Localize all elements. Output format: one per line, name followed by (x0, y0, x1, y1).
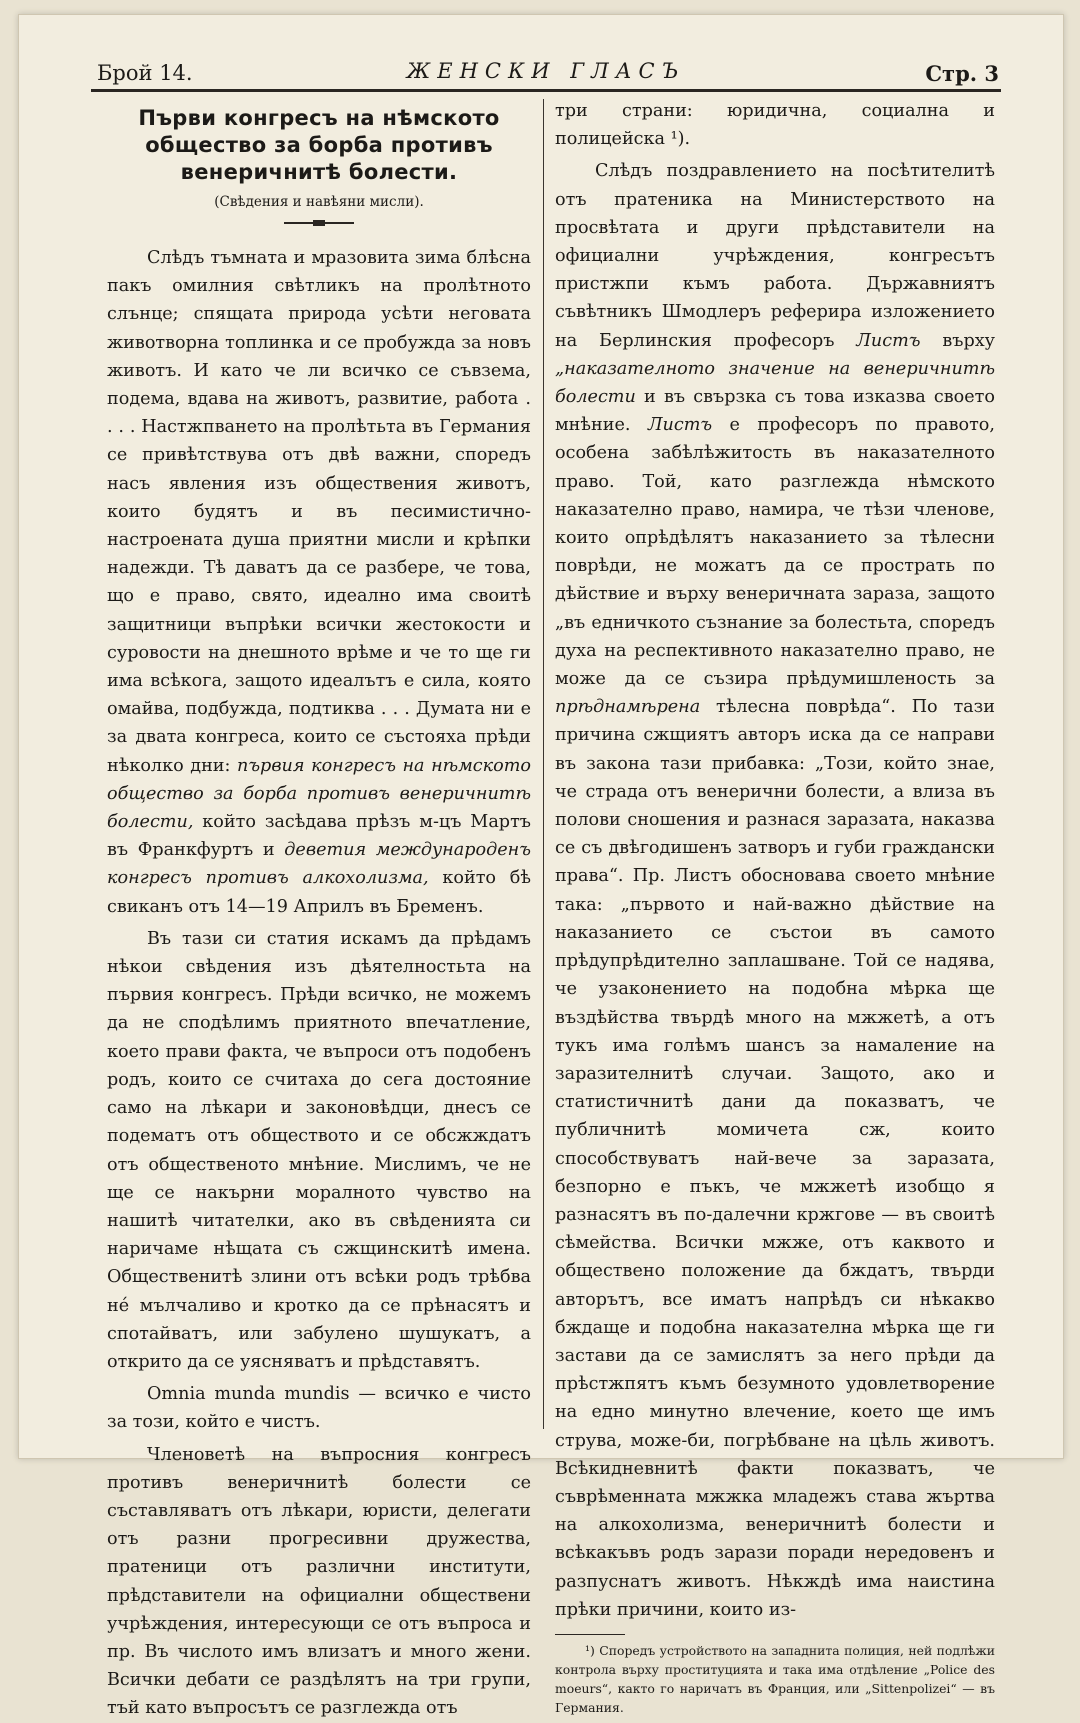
paragraph-text: и въ свързка съ това изказва своето мнѣние. (555, 387, 995, 436)
paragraph-text: който засѣдава прѣзъ м-цъ Мартъ въ Франкфуртъ и (107, 812, 531, 861)
emphasis-text: първия конгресъ на нѣмското общество за борба противъ венеричнитѣ болести, (107, 755, 532, 833)
emphasis-text: Листъ (856, 330, 921, 351)
paragraph-continuation: три страни: юридична, социална и полицейска ¹). (555, 101, 995, 150)
issue-number: Брой 14. (97, 61, 193, 85)
paragraph-text: Слѣдъ тъмната и мразовита зима блѣсна пакъ омилния свѣтликъ на пролѣтното слънце; спящата природа усѣти неговата животворна топлинка и се пробужда за новъ животъ. И като че ли всичко се съвзема, подема, вдава на животъ, развитие, работа . . . . Настжпването на пролѣтьта въ Германия се привѣтствува отъ двѣ важни, споредъ насъ явления изъ обществения животъ, които будятъ и въ песимистично-настроената душа приятни мисли и крѣпки надежди. Тѣ даватъ да се разбере, че това, що е право, свято, идеално има своитѣ защитници въпрѣки всички жестокости и суровости на днешното врѣме и че то ще ги има всѣкога, защото идеалътъ е сила, която омайва, подбужда, подтиква . . . Думата ни е за двата конгреса, които се състояха прѣди нѣколко дни: (107, 248, 531, 776)
newspaper-title: ЖЕНСКИ ГЛАСЪ (406, 59, 686, 83)
article-title: Първи конгресъ на нѣмското общество за борба противъ венеричнитѣ болести. (138, 106, 500, 184)
article-subtitle: (Свѣдения и навѣяни мисли). (214, 194, 424, 210)
left-column (107, 97, 531, 1723)
newspaper-page (18, 14, 1064, 1719)
column-divider (543, 99, 544, 1429)
title-ornament-rule (284, 222, 354, 224)
emphasis-text: деветия международенъ конгресъ противъ алкохолизма, (107, 840, 531, 889)
emphasis-text: „наказателното значение на венеричнитѣ болести (555, 358, 995, 408)
paragraph-text: върху (920, 330, 995, 351)
paragraph: Членоветѣ на въпросния конгресъ противъ венеричнитѣ болести се съставляватъ отъ лѣкари, юристи, делегати отъ разни прогресивни дружества, пратеници отъ различни институти, прѣдставители на официални обществени учрѣждения, интересующи се отъ въпроса и пр. Въ числото имъ влизатъ и много жени. Всички дебати се раздѣлятъ на три групи, тъй като въпросътъ се разглежда отъ (107, 1444, 531, 1719)
paragraph-text: тѣлесна поврѣда“. По тази причина сжщиятъ авторъ иска да се направи въ закона тази прибавка: „Този, който знае, че страда отъ венерични болести, а влиза въ полови сношения и разнася заразата, наказва се съ двѣгодишенъ затворъ и губи граждански права“. Пр. Листъ обосновава своето мнѣние така: „първото и най-важно дѣйствие на наказанието се състои въ самото прѣдупрѣдително заплашване. Той се надява, че узаконението на подобна мѣрка ще въздѣйства твърдѣ много на мжжетѣ, а отъ тукъ има голѣмъ шансъ за намаление на заразителнитѣ случаи. Защото, ако и статистичнитѣ дани да показватъ, че публичнитѣ момичета сж, които способствуватъ най-вече за заразата, безпорно е пъкъ, че мжжетѣ изобщо я разнасятъ въ по-далечни кржгове — въ своитѣ сѣмейства. Всички мжже, отъ каквото и обществено положение да бждатъ, твърди авторътъ, все иматъ напрѣдъ си нѣкакво бждаще и подобна наказателна мѣрка ще ги застави да се замислятъ за него прѣди да прѣстжпятъ къмъ безумното удовлетворение на едно минутно влечение, което ще имъ струва, може-би, погрѣбване на цѣль животъ. Всѣкидневнитѣ факти показватъ, че съврѣменната мжжка младежъ става жъртва на алкохолизма, венеричнитѣ болести и всѣкакъвъ родъ зарази поради нередовенъ и разпуснатъ животъ. Нѣкждѣ има наистина прѣки причини, които из- (555, 697, 995, 1620)
paragraph-text: Слѣдъ поздравлението на посѣтителитѣ отъ пратеника на Министерството на просвѣтата и други прѣдставители на официални учрѣждения, конгресътъ пристжпи къмъ работа. Държавниятъ съвѣтникъ Шмодлеръ реферира изложението на Берлинския професоръ (555, 161, 995, 351)
page-number: Стр. 3 (925, 61, 999, 86)
paragraph: Въ тази си статия искамъ да прѣдамъ нѣкои свѣдения изъ дѣятелностьта на първия конгресъ. Прѣди всичко, не можемъ да не сподѣлимъ приятното впечатление, което прави факта, че въпроси отъ подобенъ родъ, които се считаха до сега достояние само на лѣкари и законовѣдци, днесъ се подематъ отъ обществото и се обсжждатъ отъ общественото мнѣние. Мислимъ, че не ще се накърни моралното чувство на нашитѣ читателки, ако въ свѣденията си наричаме нѣщата съ сжщинскитѣ имена. Общественитѣ злини отъ всѣки родъ трѣбва нé мълчаливо и кротко да се прѣнасятъ и спотайватъ, или забулено шушукатъ, а открито да се уясняватъ и прѣдставятъ. (107, 928, 531, 1372)
paragraph-motto: Omnia munda mundis — всичко е чисто за този, който е чистъ. (107, 1384, 531, 1433)
emphasis-text: Листъ (647, 415, 713, 436)
page-header (91, 55, 1001, 92)
right-column (555, 97, 995, 1717)
paragraph-text: който бѣ свиканъ отъ 14—19 Априлъ въ Бременъ. (107, 868, 531, 917)
emphasis-text: прѣднамѣрена (555, 697, 701, 718)
footnote-rule (555, 1634, 625, 1635)
paragraph (107, 244, 531, 921)
footnote: ¹) Споредъ устройството на западнита полиция, ней подлѣжи контрола върху проституцията и така има отдѣление „Police des moeurs“, както го наричатъ въ Франция, или „Sittenpolizei“ — въ Германия. (555, 1642, 995, 1715)
paragraph (555, 157, 995, 1624)
paragraph-text: е професоръ по правото, особена забѣлѣжитость въ наказателното право. Той, като разглежда нѣмското наказателно право, намира, че тѣзи членове, които опрѣдѣлятъ наказанието за тѣлесни поврѣди, не можатъ да се прострать по дѣйствие и върху венеричната зараза, защото „въ едничкото съзнание за болестьта, споредъ духа на респективното наказателно право, не може да се съзира прѣдумишленость за (555, 415, 995, 690)
